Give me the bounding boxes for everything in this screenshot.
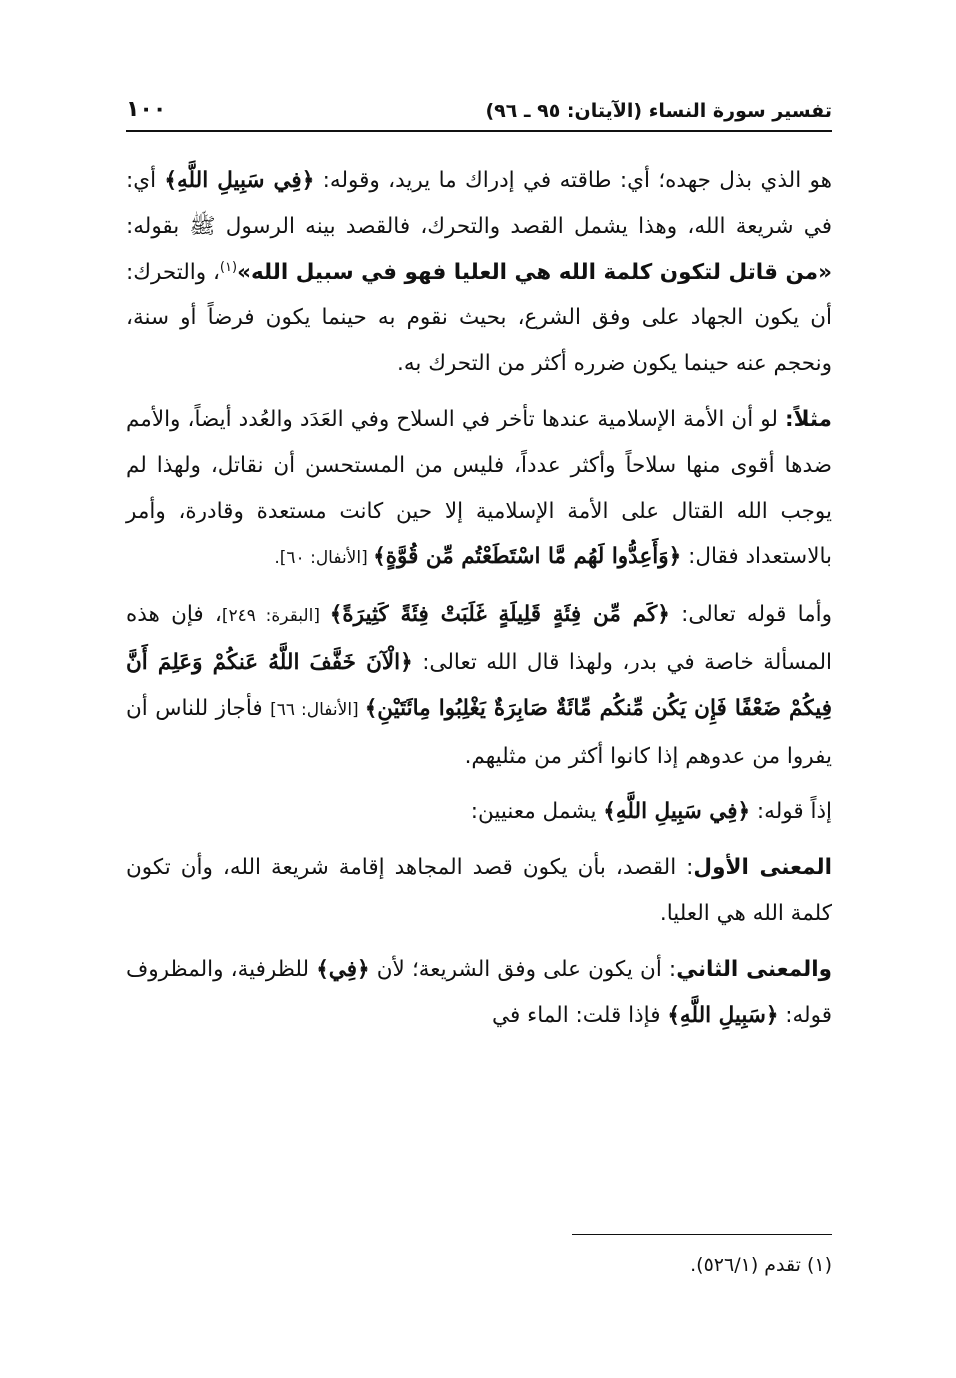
quran-quote: ﴿فِي سَبِيلِ اللَّهِ﴾ [603, 799, 751, 825]
paragraph-lead: مثلاً: [784, 406, 832, 432]
hadith-quote: «من قاتل لتكون كلمة الله هي العليا فهو في سبيل الله» [237, 259, 832, 285]
text-run: يشمل معنيين: [470, 799, 604, 825]
text-run: للظرفية، والمظروف قوله: [126, 956, 832, 1028]
text-run: لو أن الأمة الإسلامية عندها تأخر في السلاح وفي العَدَد والعُدد أيضاً، والأمم ضدها أقوى منها سلاحاً وأكثر عدداً، فليس من المستحسن أن نقاتل، ولهذا لم يوجب الله القتال على الأمة الإسلامية إلا حين كانت مستعدة وقادرة، وأمر بالاستعداد فقال: [126, 406, 832, 570]
paragraph-lead: المعنى الأول [693, 855, 832, 881]
paragraph-1 [126, 158, 832, 387]
quran-quote: ﴿الْآنَ خَفَّفَ اللَّهُ عَنكُمْ وَعَلِمَ أَنَّ فِيكُمْ ضَعْفًا فَإِن يَكُن مِّنكُم مِّائَةٌ صَابِرَةٌ يَغْلِبُوا مِائَتَيْنِ﴾ [126, 649, 832, 721]
footnote-rule [572, 1234, 832, 1235]
surah-reference: [الأنفال: ٦٠]. [274, 548, 374, 569]
quran-quote: ﴿وَأَعِدُّوا لَهُم مَّا اسْتَطَعْتُم مِّن قُوَّةٍ﴾ [373, 544, 682, 570]
quran-quote: ﴿فِي سَبِيلِ اللَّهِ﴾ [164, 168, 315, 193]
text-run: إذاً قوله: [750, 799, 832, 825]
quran-quote: ﴿فِي﴾ [316, 956, 370, 982]
text-run: هو الذي بذل جهده؛ أي: طاقته في إدراك ما يريد، وقوله: [314, 168, 832, 193]
paragraph-6 [126, 947, 832, 1039]
surah-reference: [الأنفال: ٦٦] [270, 699, 365, 720]
text-run: وأما قوله تعالى: [669, 602, 832, 628]
quran-quote: ﴿كَم مِّن فِئَةٍ قَلِيلَةٍ غَلَبَتْ فِئَةً كَثِيرَةً﴾ [329, 602, 670, 628]
text-run: : القصد، بأن يكون قصد المجاهد إقامة شريعة الله، وأن تكون كلمة الله هي العليا. [126, 855, 832, 926]
text-run: أي: في شريعة الله، وهذا يشمل القصد والتحرك، فالقصد بينه الرسول ﷺ بقوله: [126, 168, 832, 239]
running-title: تفسير سورة النساء (الآيتان: ٩٥ ـ ٩٦) [485, 100, 832, 122]
text-run: : أن يكون على وفق الشريعة؛ لأن [369, 956, 677, 982]
footnote-marker: (١) [219, 259, 238, 275]
text-run: فإذا قلت: الماء في [492, 1002, 668, 1028]
paragraph-2 [126, 397, 832, 582]
paragraph-lead: والمعنى الثاني [676, 956, 832, 982]
running-header [126, 88, 832, 128]
quran-quote: ﴿سَبِيلِ اللَّهِ﴾ [667, 1002, 779, 1028]
text-run: ، والتحرك: أن يكون الجهاد على وفق الشرع، بحيث نقوم به حينما يكون فرضاً أو سنة، ونحجم عنه حينما يكون ضرره أكثر من التحرك به. [126, 259, 832, 377]
paragraph-4 [126, 789, 832, 835]
page-number: ١٠٠ [126, 97, 167, 122]
footnote: (١) تقدم (٥٢٦/١). [690, 1254, 832, 1276]
text-run: ، فإن هذه المسألة خاصة في بدر، ولهذا قال الله تعالى: [126, 602, 832, 675]
surah-reference: [البقرة: ٢٤٩] [221, 606, 330, 627]
text-run: فأجاز للناس أن يفروا من عدوهم إذا كانوا أكثر من مثليهم. [126, 695, 832, 769]
header-rule [126, 130, 832, 132]
paragraph-5 [126, 845, 832, 937]
paragraph-3 [126, 592, 832, 779]
body-text [126, 158, 832, 1038]
